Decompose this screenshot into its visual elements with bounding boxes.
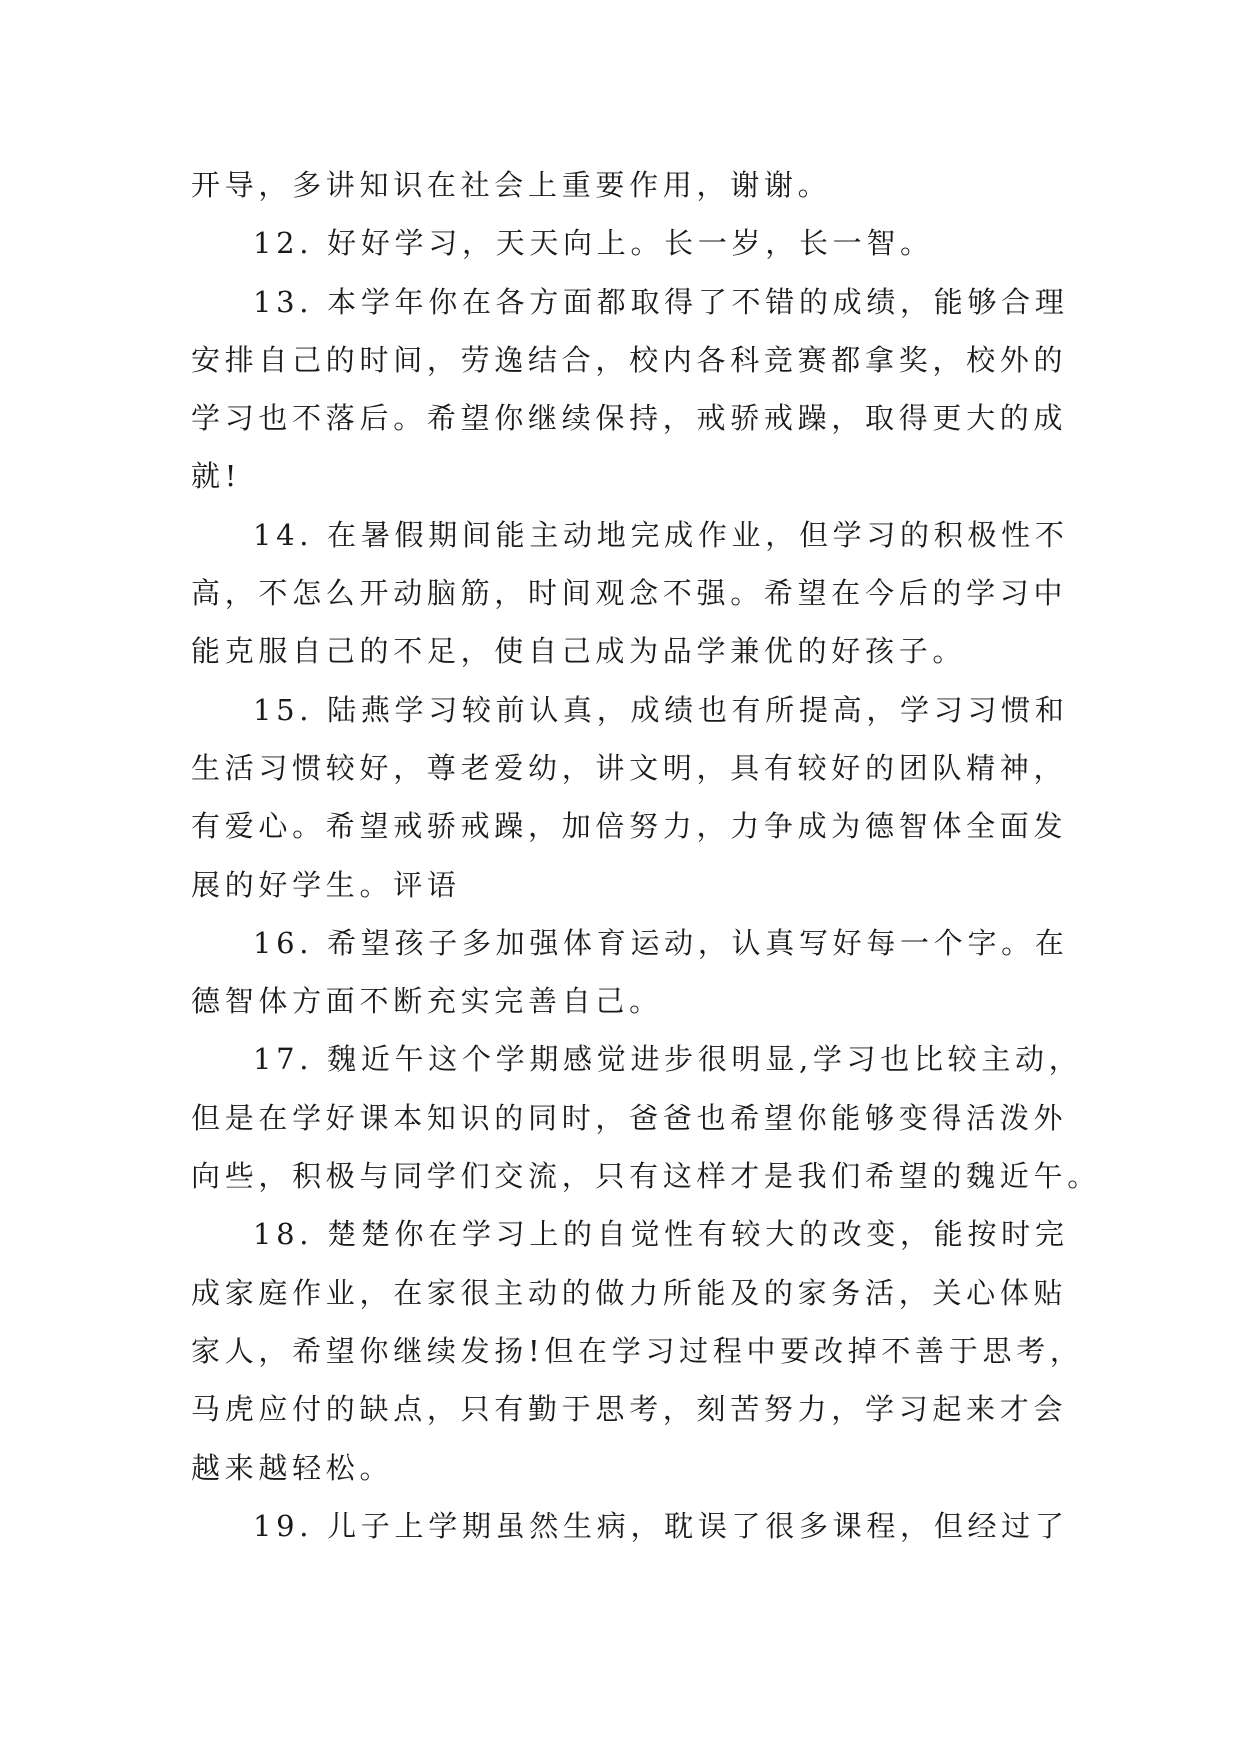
list-item-19: 19. 儿子上学期虽然生病，耽误了很多课程，但经过了 — [253, 1508, 1069, 1543]
text-line: 向些，积极与同学们交流，只有这样才是我们希望的魏近午。 — [191, 1159, 1101, 1194]
document-body — [191, 156, 1101, 1555]
list-item-15: 15. 陆燕学习较前认真，成绩也有所提高，学习习惯和 — [253, 692, 1069, 727]
text-line: 能克服自己的不足，使自己成为品学兼优的好孩子。 — [191, 634, 967, 669]
text-line: 展的好学生。评语 — [191, 867, 461, 902]
text-line: 马虎应付的缺点，只有勤于思考，刻苦努力，学习起来才会 — [191, 1392, 1068, 1427]
list-item-13: 13. 本学年你在各方面都取得了不错的成绩，能够合理 — [253, 284, 1069, 319]
text-line: 成家庭作业，在家很主动的做力所能及的家务活，关心体贴 — [191, 1275, 1068, 1310]
text-line: 高，不怎么开动脑筋，时间观念不强。希望在今后的学习中 — [191, 576, 1068, 611]
list-item-18: 18. 楚楚你在学习上的自觉性有较大的改变，能按时完 — [253, 1217, 1069, 1252]
text-line: 有爱心。希望戒骄戒躁，加倍努力，力争成为德智体全面发 — [191, 809, 1068, 844]
text-line: 安排自己的时间，劳逸结合，校内各科竞赛都拿奖，校外的 — [191, 342, 1068, 377]
text-line: 就! — [191, 459, 242, 494]
list-item-14: 14. 在暑假期间能主动地完成作业，但学习的积极性不 — [253, 517, 1069, 552]
list-item-17: 17. 魏近午这个学期感觉进步很明显,学习也比较主动， — [253, 1042, 1083, 1077]
text-line: 越来越轻松。 — [191, 1450, 394, 1485]
text-line: 学习也不落后。希望你继续保持，戒骄戒躁，取得更大的成 — [191, 401, 1068, 436]
text-line: 但是在学好课本知识的同时，爸爸也希望你能够变得活泼外 — [191, 1100, 1068, 1135]
list-item-12: 12. 好好学习，天天向上。长一岁，长一智。 — [253, 226, 934, 261]
text-line: 德智体方面不断充实完善自己。 — [191, 984, 663, 1019]
list-item-16: 16. 希望孩子多加强体育运动，认真写好每一个字。在 — [253, 925, 1069, 960]
text-line: 家人，希望你继续发扬!但在学习过程中要改掉不善于思考， — [191, 1333, 1084, 1368]
text-line: 生活习惯较好，尊老爱幼，讲文明，具有较好的团队精神， — [191, 750, 1068, 785]
text-line: 开导，多讲知识在社会上重要作用，谢谢。 — [191, 168, 832, 202]
